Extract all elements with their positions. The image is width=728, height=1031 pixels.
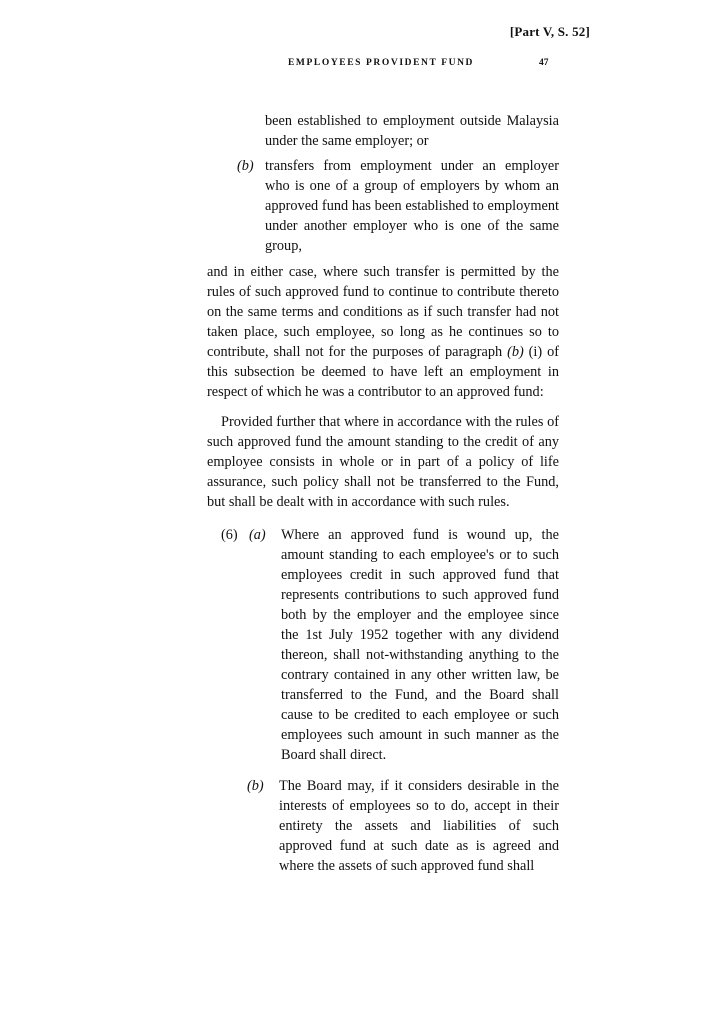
subsection-6a-label: (a) — [249, 527, 266, 543]
page-number: 47 — [539, 58, 549, 68]
subsection-6b-text: The Board may, if it considers desirable in the interests of employees so to do, accept in their entirety the assets and liabilities of such approved fund at such date as is agreed and where the assets of such approved fund shall — [279, 778, 559, 874]
body-text — [207, 111, 559, 876]
subsection-6a-text: Where an approved fund is wound up, the amount standing to each employee's or to such employees credit in such approved fund that represents contributions to such approved fund both by the employer and the employee since the 1st July 1952 together with any dividend thereon, shall not-withstanding anything to the contrary contained in any other written law, be transferred to the Fund, and the Board shall cause to be credited to each employee or such employees such amount in such manner as the Board shall direct. — [281, 527, 559, 763]
closing-paragraph — [207, 262, 559, 402]
subsection-6b — [207, 776, 559, 876]
continuation-paragraph: been established to employment outside Malaysia under the same employer; or — [265, 113, 559, 149]
closing-paragraph-text-1: and in either case, where such transfer is permitted by the rules of such approved fund to continue to contribute thereto on the same terms and conditions as if such transfer had not taken place, such employee, so long as he continues so to contribute, shall not for the purposes of paragraph — [207, 264, 559, 360]
paragraph-b-label: (b) — [237, 158, 254, 174]
closing-paragraph-text-2: (i) of this subsection be deemed to have left an employment in respect of which he was a contributor to an approved fund: — [207, 344, 559, 400]
running-title: EMPLOYEES PROVIDENT FUND — [288, 58, 475, 68]
part-section-reference: [Part V, S. 52] — [509, 24, 590, 39]
paragraph-b — [207, 156, 559, 256]
subsection-6b-label: (b) — [247, 778, 264, 794]
proviso-paragraph: Provided further that where in accordance with the rules of such approved fund the amount standing to the credit of any employee consists in whole or in part of a policy of life assurance, such policy shall not be transferred to the Fund, but shall be dealt with in accordance with such rules. — [207, 414, 559, 510]
paragraph-reference: (b) — [507, 344, 524, 360]
subsection-6-number: (6) — [221, 527, 238, 543]
paragraph-b-text: transfers from employment under an employer who is one of a group of employers by whom an approved fund has been established to employment under another employer who is one of the same group, — [265, 158, 559, 254]
subsection-6a — [207, 525, 559, 765]
